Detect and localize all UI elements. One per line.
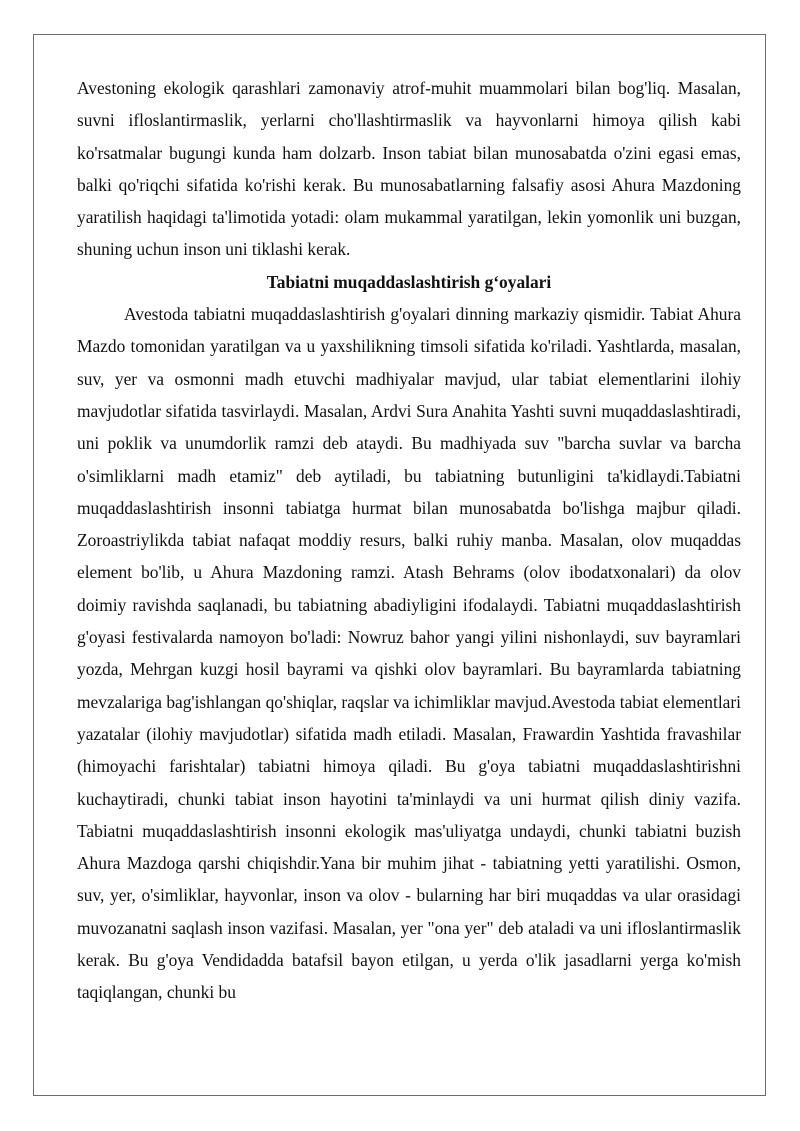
section-heading: Tabiatni muqaddaslashtirish g‘oyalari [266,271,552,292]
document-body [77,72,741,1009]
paragraph-1: Avestoning ekologik qarashlari zamonaviy atrof-muhit muammolari bilan bog'liq. Masalan, suvni ifloslantirmaslik, yerlarni cho'llashtirmaslik va hayvonlarni himoya qilish kabi ko'rsatmalar bugungi kunda ham dolzarb. Inson tabiat bilan munosabatda o'zini egasi emas, balki qo'riqchi sifatida ko'rishi kerak. Bu munosabatlarning falsafiy asosi Ahura Mazdoning yaratilish haqidagi ta'limotida yotadi: olam mukammal yaratilgan, lekin yomonlik uni buzgan, shuning uchun inson uni tiklashi kerak. [77,78,741,260]
paragraph-2: Avestoda tabiatni muqaddaslashtirish g'oyalari dinning markaziy qismidir. Tabiat Ahura Mazdo tomonidan yaratilgan va u yaxshilikning timsoli sifatida ko'riladi. Yashtlarda, masalan, suv, yer va osmonni madh etuvchi madhiyalar mavjud, ular tabiat elementlarini ilohiy mavjudotlar sifatida tasvirlaydi. Masalan, Ardvi Sura Anahita Yashti suvni muqaddaslashtiradi, uni poklik va unumdorlik ramzi deb ataydi. Bu madhiyada suv "barcha suvlar va barcha o'simliklarni madh etamiz" deb aytiladi, bu tabiatning butunligini ta'kidlaydi.Tabiatni muqaddaslashtirish insonni tabiatga hurmat bilan munosabatda bo'lishga majbur qiladi. Zoroastriylikda tabiat nafaqat moddiy resurs, balki ruhiy manba. Masalan, olov muqaddas element bo'lib, u Ahura Mazdoning ramzi. Atash Behrams (olov ibodatxonalari) da olov doimiy ravishda saqlanadi, bu tabiatning abadiyligini ifodalaydi. Tabiatni muqaddaslashtirish g'oyasi festivalarda namoyon bo'ladi: Nowruz bahor yangi yilini nishonlaydi, suv bayramlari yozda, Mehrgan kuzgi hosil bayrami va qishki olov bayramlari. Bu bayramlarda tabiatning mevzalariga bag'ishlangan qo'shiqlar, raqslar va ichimliklar mavjud.Avestoda tabiat elementlari yazatalar (ilohiy mavjudotlar) sifatida madh etiladi. Masalan, Frawardin Yashtida fravashilar (himoyachi farishtalar) tabiatni himoya qiladi. Bu g'oya tabiatni muqaddaslashtirishni kuchaytiradi, chunki tabiat inson hayotini ta'minlaydi va uni hurmat qilish diniy vazifa. Tabiatni muqaddaslashtirish insonni ekologik mas'uliyatga undaydi, chunki tabiatni buzish Ahura Mazdoga qarshi chiqishdir.Yana bir muhim jihat - tabiatning yetti yaratilishi. Osmon, suv, yer, o'simliklar, hayvonlar, inson va olov - bularning har biri muqaddas va ular orasidagi muvozanatni saqlash inson vazifasi. Masalan, yer "ona yer" deb ataladi va uni ifloslantirmaslik kerak. Bu g'oya Vendidadda batafsil bayon etilgan, u yerda o'lik jasadlarni yerga ko'mish taqiqlangan, chunki bu [77,304,741,1003]
